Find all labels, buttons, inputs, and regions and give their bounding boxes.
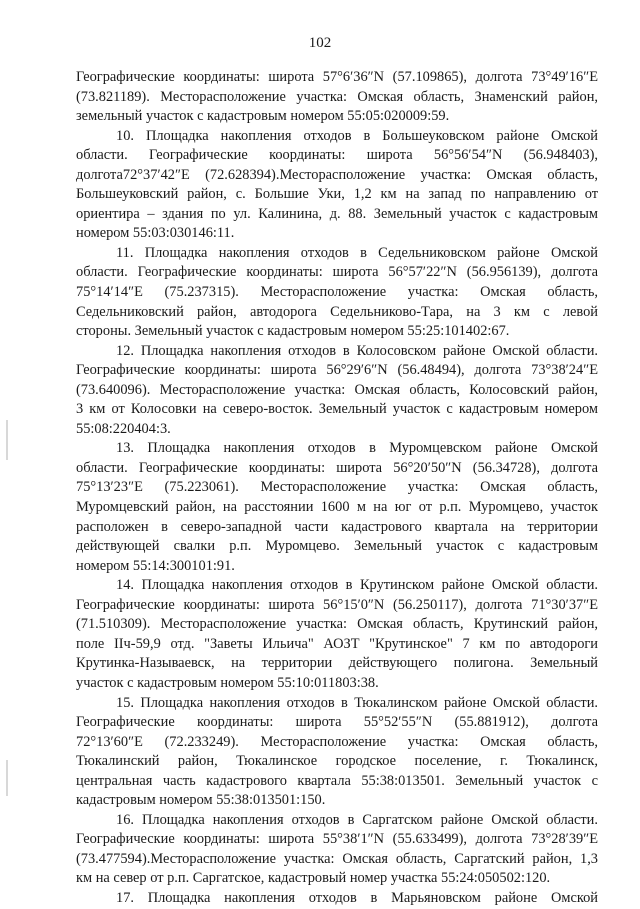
text-line: центральная часть кадастрового квартала 55:38:013501. Земельный участок с <box>76 772 598 789</box>
text-line: расположен в северо-западной части кадастрового квартала на территории <box>76 518 598 535</box>
text-line: долгота72°37′42″E (72.628394).Месторасположение участка: Омская область, <box>76 166 598 183</box>
text-line: (73.477594).Месторасположение участка: Омская область, Саргатский район, 1,3 <box>76 850 598 867</box>
text-line: (71.510309). Месторасположение участка: Омская область, Крутинский район, <box>76 616 598 633</box>
text-line: Муромцевский район, на расстоянии 1600 м на юг от р.п. Муромцево, участок <box>76 499 598 516</box>
text-line: 13. Площадка накопления отходов в Муромцевском районе Омской <box>116 440 598 457</box>
text-line: Географические координаты: широта 56°29′6″N (56.48494), долгота 73°38′24″E <box>76 362 598 379</box>
text-line: Географические координаты: широта 57°6′36″N (57.109865), долгота 73°49′16″E <box>76 69 598 85</box>
scan-edge-mark-top <box>6 420 8 460</box>
page-number: 102 <box>308 35 332 51</box>
text-line: кадастровым номером 55:38:013501:150. <box>76 792 326 809</box>
text-line: 14. Площадка накопления отходов в Крутинском районе Омской области. <box>116 577 598 594</box>
text-line: Географические координаты: широта 55°38′1″N (55.633499), долгота 73°28′39″E <box>76 831 598 848</box>
text-line: Крутинка-Называевск, на территории действующего полигона. Земельный <box>76 655 598 672</box>
text-line: Географические координаты: широта 56°15′0″N (56.250117), долгота 71°30′37″E <box>76 596 598 613</box>
text-line: 10. Площадка накопления отходов в Большеуковском районе Омской <box>116 127 598 144</box>
text-line: 55:08:220404:3. <box>76 420 171 437</box>
text-line: 3 км от Колосовки на северо-восток. Земельный участок с кадастровым номером <box>76 401 598 418</box>
text-line: (73.640096). Месторасположение участка: Омская область, Колосовский район, <box>76 381 598 398</box>
document-body-text <box>76 68 598 909</box>
text-line: Географические координаты: широта 55°52′55″N (55.881912), долгота <box>76 714 598 731</box>
text-line: 72°13′60″E (72.233249). Месторасположение участка: Омская область, <box>76 733 598 750</box>
text-line: области. Географические координаты: широта 56°56′54″N (56.948403), <box>76 147 598 164</box>
text-line: 15. Площадка накопления отходов в Тюкалинском районе Омской области. <box>116 694 598 711</box>
text-line: области. Географические координаты: широта 56°57′22″N (56.956139), долгота <box>76 264 598 281</box>
text-line: 11. Площадка накопления отходов в Седельниковском районе Омской <box>116 244 598 261</box>
text-line: номером 55:14:300101:91. <box>76 557 235 574</box>
text-line: действующей свалки р.п. Муромцево. Земельный участок с кадастровым <box>76 538 598 555</box>
text-line: участок с кадастровым номером 55:10:011803:38. <box>76 674 379 691</box>
text-line: Тюкалинский район, Тюкалинское городское поселение, г. Тюкалинск, <box>76 753 598 770</box>
text-line: 17. Площадка накопления отходов в Марьяновском районе Омской <box>116 889 598 906</box>
text-line: км на север от р.п. Саргатское, кадастровый номер участка 55:24:050502:120. <box>76 870 551 887</box>
text-line: земельный участок с кадастровым номером 55:05:020009:59. <box>76 108 450 125</box>
text-line: поле IIч-59,9 отд. "Заветы Ильича" АОЗТ "Крутинское" 7 км по автодороги <box>76 635 598 652</box>
text-line: стороны. Земельный участок с кадастровым номером 55:25:101402:67. <box>76 323 510 340</box>
text-line: Большеуковский район, с. Большие Уки, 1,2 км на запад по направлению от <box>76 186 598 203</box>
text-line: (73.821189). Месторасположение участка: Омская область, Знаменский район, <box>76 88 598 105</box>
text-line: 12. Площадка накопления отходов в Колосовском районе Омской области. <box>116 342 598 359</box>
text-line: номером 55:03:030146:11. <box>76 225 235 242</box>
text-line: Седельниковский район, автодорога Седельниково-Тара, на 3 км с левой <box>76 303 598 320</box>
text-line: ориентира – здания по ул. Калинина, д. 88. Земельный участок с кадастровым <box>76 205 598 222</box>
text-line: 75°13′23″E (75.223061). Месторасположение участка: Омская область, <box>76 479 598 496</box>
text-line: области. Географические координаты: широта 56°20′50″N (56.34728), долгота <box>76 459 598 476</box>
text-line: 75°14′14″E (75.237315). Месторасположение участка: Омская область, <box>76 284 598 301</box>
text-line: 16. Площадка накопления отходов в Саргатском районе Омской области. <box>116 811 598 828</box>
scan-edge-mark-bottom <box>6 760 8 796</box>
